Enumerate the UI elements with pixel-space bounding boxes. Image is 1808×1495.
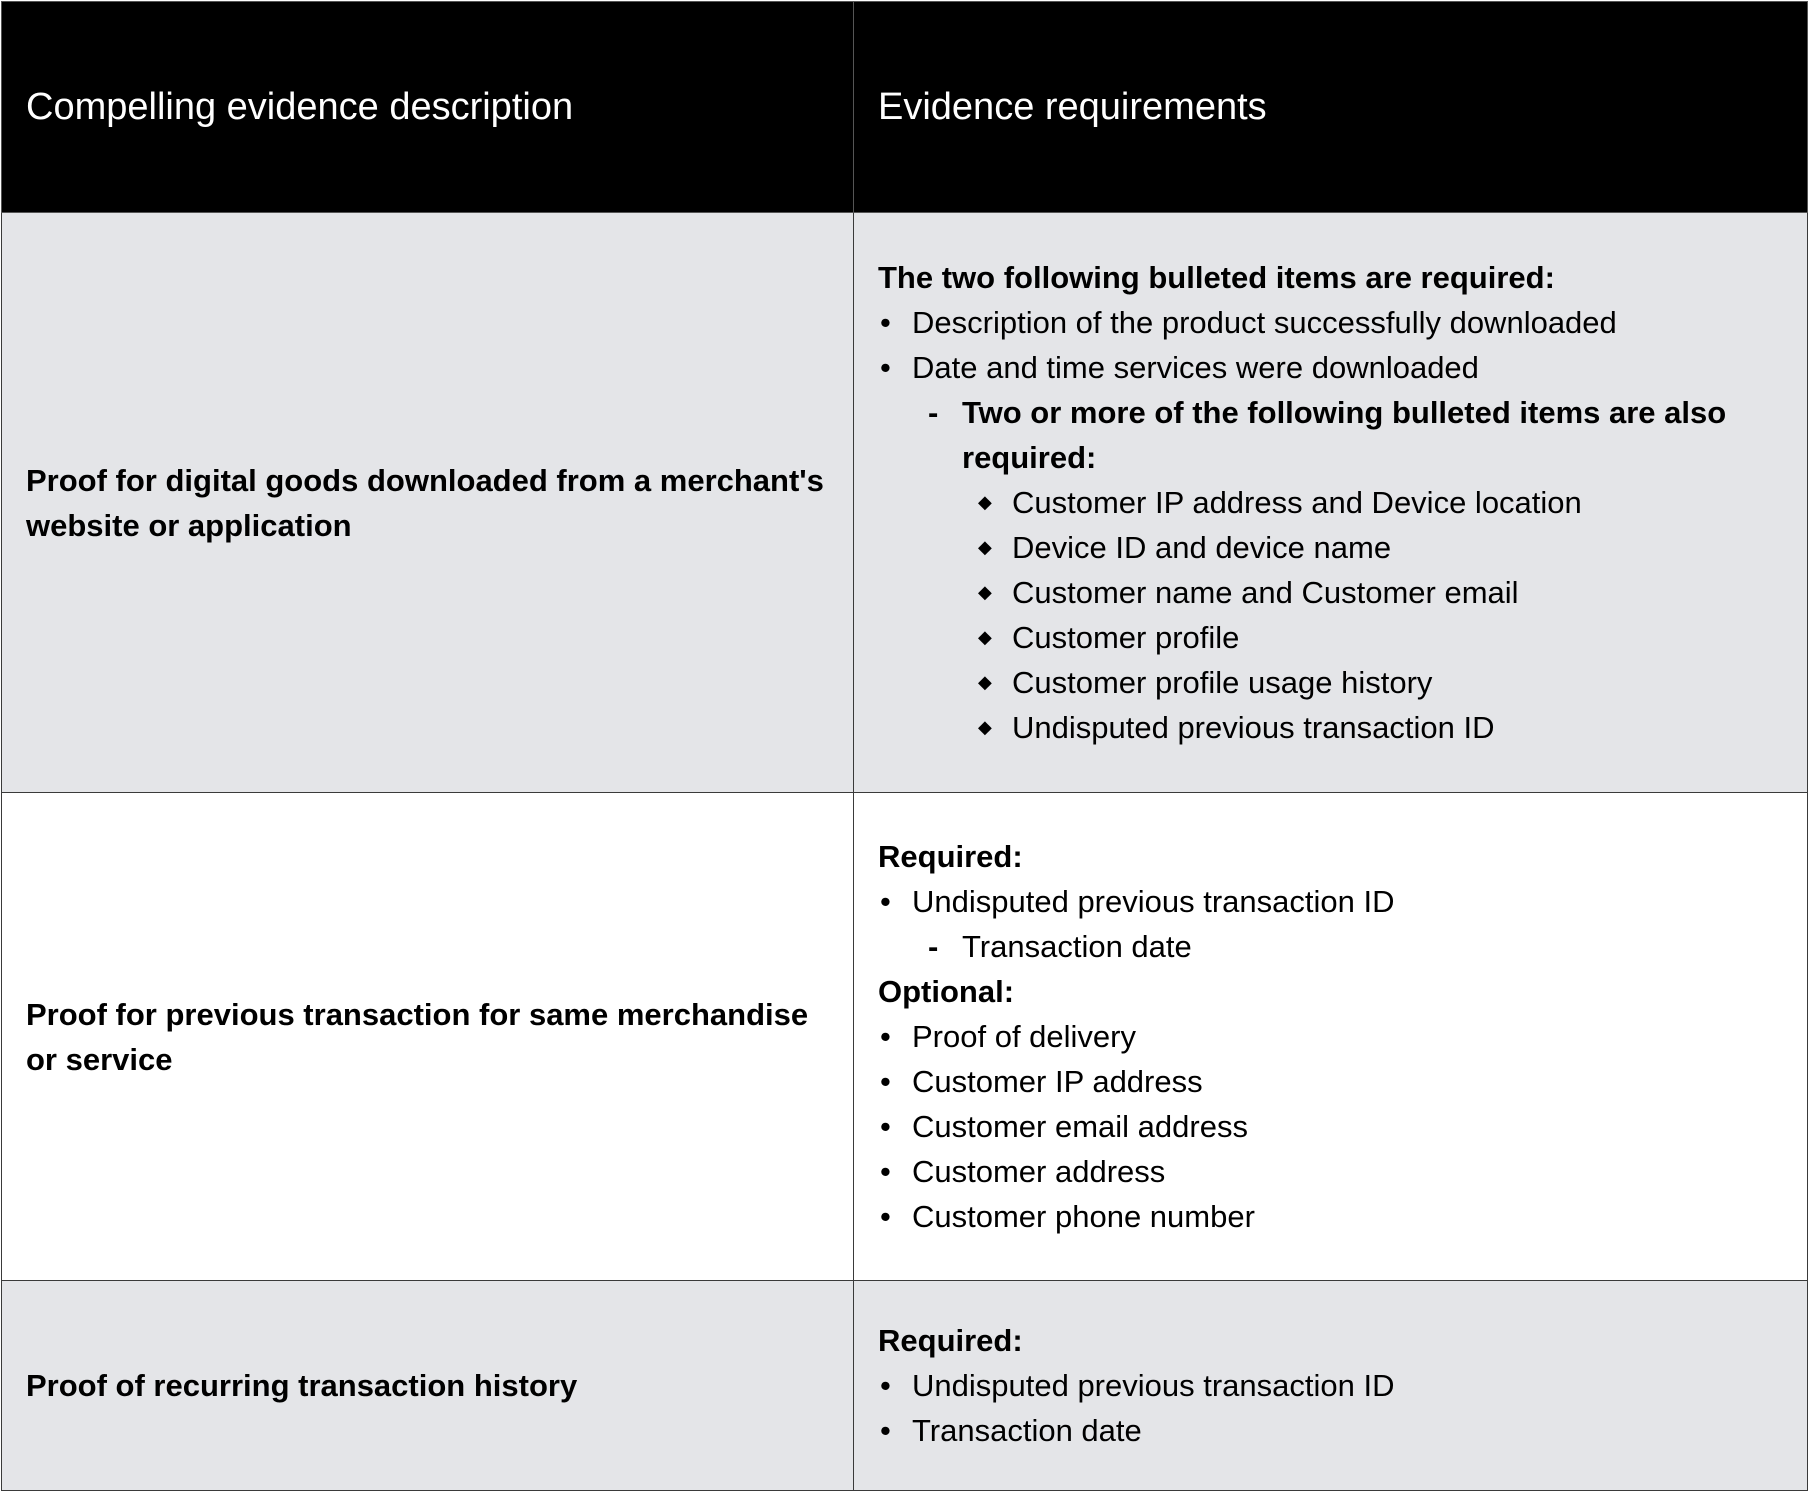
row-description: Proof of recurring transaction history (2, 1281, 854, 1491)
bullet-icon: • (880, 1413, 891, 1448)
table-row (2, 213, 1808, 793)
diamond-bullet-icon: ◆ (978, 537, 992, 557)
list-item: • Proof of delivery (878, 1014, 1783, 1059)
bullet-icon: • (880, 1019, 891, 1054)
dash-icon: - (928, 395, 939, 430)
bullet-icon: • (880, 1064, 891, 1099)
sub-heading: - Two or more of the following bulleted items are also required: (878, 390, 1783, 480)
bullet-icon: • (880, 305, 891, 340)
bullet-icon: • (880, 1154, 891, 1189)
row-requirements (854, 793, 1808, 1281)
header-row (2, 2, 1808, 213)
bullet-icon: • (880, 350, 891, 385)
diamond-bullet-icon: ◆ (978, 582, 992, 602)
row-description: Proof for previous transaction for same merchandise or service (2, 793, 854, 1281)
list-item: - Transaction date (878, 924, 1783, 969)
list-item: ◆ Device ID and device name (878, 525, 1783, 570)
requirements-heading: The two following bulleted items are required: (878, 260, 1555, 295)
optional-heading: Optional: (878, 974, 1015, 1009)
list-item: ◆ Customer name and Customer email (878, 570, 1783, 615)
list-item: • Description of the product successfully downloaded (878, 300, 1783, 345)
list-item: • Transaction date (878, 1408, 1783, 1453)
bullet-icon: • (880, 884, 891, 919)
list-item: • Date and time services were downloaded (878, 345, 1783, 390)
header-description: Compelling evidence description (2, 2, 854, 213)
diamond-bullet-icon: ◆ (978, 627, 992, 647)
row-requirements (854, 1281, 1808, 1491)
list-item: • Customer phone number (878, 1194, 1783, 1239)
table-row (2, 1281, 1808, 1491)
diamond-bullet-icon: ◆ (978, 672, 992, 692)
diamond-bullet-icon: ◆ (978, 492, 992, 512)
row-requirements (854, 213, 1808, 793)
list-item: • Undisputed previous transaction ID (878, 1363, 1783, 1408)
list-item: • Undisputed previous transaction ID (878, 879, 1783, 924)
table-row (2, 793, 1808, 1281)
bullet-icon: • (880, 1109, 891, 1144)
diamond-bullet-icon: ◆ (978, 717, 992, 737)
bullet-icon: • (880, 1199, 891, 1234)
list-item: ◆ Undisputed previous transaction ID (878, 705, 1783, 750)
requirements-heading: Required: (878, 839, 1023, 874)
evidence-table (1, 1, 1808, 1491)
list-item: • Customer email address (878, 1104, 1783, 1149)
bullet-icon: • (880, 1368, 891, 1403)
list-item: ◆ Customer profile (878, 615, 1783, 660)
list-item: • Customer IP address (878, 1059, 1783, 1104)
requirements-heading: Required: (878, 1323, 1023, 1358)
header-requirements: Evidence requirements (854, 2, 1808, 213)
list-item: ◆ Customer profile usage history (878, 660, 1783, 705)
list-item: • Customer address (878, 1149, 1783, 1194)
row-description: Proof for digital goods downloaded from a merchant's website or application (2, 213, 854, 793)
dash-icon: - (928, 929, 939, 964)
list-item: ◆ Customer IP address and Device location (878, 480, 1783, 525)
